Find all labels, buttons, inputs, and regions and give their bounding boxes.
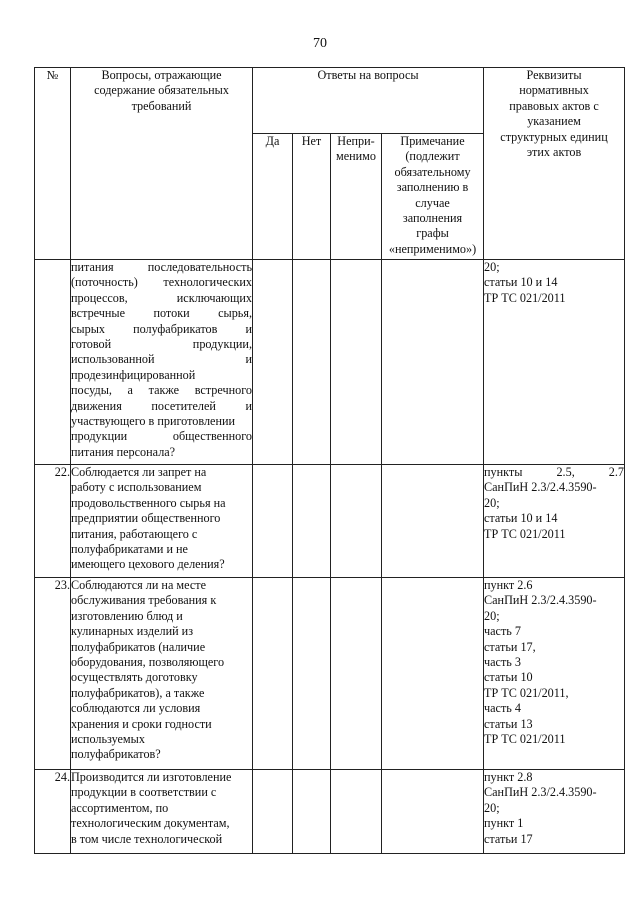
requisites-line: статьи 17,	[484, 639, 536, 654]
question-line: Соблюдаются ли на месте	[71, 578, 206, 592]
question-line: Производится ли изготовление	[71, 770, 232, 784]
note-cell[interactable]	[382, 578, 484, 770]
answer-yes-cell[interactable]	[253, 465, 293, 578]
row-number: 23.	[35, 578, 71, 770]
answer-not-applicable-cell[interactable]	[331, 770, 382, 854]
question-line: сырых полуфабрикатов и	[71, 321, 252, 336]
requisites-line: ТР ТС 021/2011	[484, 732, 566, 747]
header-answers: Ответы на вопросы	[253, 68, 484, 134]
requisites-line: СанПиН 2.3/2.4.3590-	[484, 593, 597, 608]
header-requisites: Реквизиты нормативных правовых актов с указанием структурных единиц этих актов	[484, 68, 625, 260]
requisites-line: ТР ТС 021/2011,	[484, 685, 569, 700]
requisites-cell	[484, 465, 625, 578]
question-cell	[71, 465, 253, 578]
requisites-line: часть 4	[484, 701, 521, 716]
question-line: в том числе технологической	[71, 831, 223, 846]
requisites-line: статьи 17	[484, 831, 533, 846]
answer-yes-cell[interactable]	[253, 260, 293, 465]
header-note: Примечание (подлежит обязательному заполнению в случае заполнения графы «неприменимо»)	[382, 134, 484, 260]
table-row	[35, 260, 625, 465]
question-line: участвующего в приготовлении	[71, 414, 236, 429]
question-line: технологическим документам,	[71, 816, 230, 831]
question-line: обслуживания требования к	[71, 593, 217, 608]
question-line: питания персонала?	[71, 444, 176, 459]
question-line: изготовлению блюд и	[71, 608, 183, 623]
requisites-line: часть 7	[484, 624, 521, 639]
requisites-line: пункт 2.6	[484, 578, 533, 592]
requisites-line: статьи 10 и 14	[484, 275, 558, 290]
row-number: 22.	[35, 465, 71, 578]
question-line: продезинфицированной	[71, 367, 196, 382]
question-line: питания последовательность	[71, 260, 252, 274]
question-line: соблюдаются ли условия	[71, 701, 201, 716]
answer-not-applicable-cell[interactable]	[331, 465, 382, 578]
note-cell[interactable]	[382, 260, 484, 465]
question-line: Соблюдается ли запрет на	[71, 465, 207, 479]
table-header	[35, 68, 625, 260]
question-line: продовольственного сырья на	[71, 495, 226, 510]
question-cell	[71, 260, 253, 465]
question-line: полуфабрикатами и не	[71, 542, 188, 557]
question-line: полуфабрикатов), а также	[71, 685, 205, 700]
answer-not-applicable-cell[interactable]	[331, 260, 382, 465]
answer-yes-cell[interactable]	[253, 578, 293, 770]
question-line: посуды, а также встречного	[71, 383, 252, 398]
answer-no-cell[interactable]	[293, 260, 331, 465]
requirements-checklist-table	[34, 67, 625, 854]
answer-no-cell[interactable]	[293, 465, 331, 578]
question-cell	[71, 770, 253, 854]
requisites-line: 20;	[484, 800, 500, 815]
question-line: встречные потоки сырья,	[71, 306, 252, 321]
requisites-line: СанПиН 2.3/2.4.3590-	[484, 785, 597, 800]
requisites-cell	[484, 770, 625, 854]
requisites-cell	[484, 578, 625, 770]
question-line: имеющего цехового деления?	[71, 557, 225, 572]
question-line: осуществлять доготовку	[71, 670, 198, 685]
row-number: 24.	[35, 770, 71, 854]
requisites-line: ТР ТС 021/2011	[484, 526, 566, 541]
question-line: кулинарных изделий из	[71, 624, 194, 639]
question-line: оборудования, позволяющего	[71, 655, 225, 670]
question-line: используемых	[71, 732, 145, 747]
header-question: Вопросы, отражающие содержание обязательных требований	[71, 68, 253, 260]
table-row	[35, 578, 625, 770]
question-line: полуфабрикатов?	[71, 747, 161, 762]
question-line: готовой продукции,	[71, 337, 252, 352]
page-number: 70	[313, 36, 327, 51]
question-line: полуфабрикатов (наличие	[71, 639, 206, 654]
header-no-answer: Нет	[293, 134, 331, 260]
requisites-line: пункт 1	[484, 816, 524, 831]
question-line: продукции в соответствии с	[71, 785, 217, 800]
header-yes: Да	[253, 134, 293, 260]
answer-not-applicable-cell[interactable]	[331, 578, 382, 770]
requisites-line: статьи 10 и 14	[484, 511, 558, 526]
question-line: продукции общественного	[71, 429, 252, 444]
answer-no-cell[interactable]	[293, 578, 331, 770]
header-not-applicable: Непри- менимо	[331, 134, 382, 260]
table-row	[35, 465, 625, 578]
question-line: (поточность) технологических	[71, 275, 252, 290]
note-cell[interactable]	[382, 770, 484, 854]
requisites-line: СанПиН 2.3/2.4.3590-	[484, 480, 597, 495]
question-line: процессов, исключающих	[71, 290, 252, 305]
question-line: работу с использованием	[71, 480, 202, 495]
answer-no-cell[interactable]	[293, 770, 331, 854]
requisites-line: 20;	[484, 608, 500, 623]
requisites-line: пункт 2.8	[484, 770, 533, 784]
requisites-line: ТР ТС 021/2011	[484, 290, 566, 305]
answer-yes-cell[interactable]	[253, 770, 293, 854]
requisites-line: 20;	[484, 495, 500, 510]
table-body	[35, 260, 625, 854]
question-line: питания, работающего с	[71, 526, 198, 541]
requisites-line: часть 3	[484, 655, 521, 670]
requisites-line: статьи 10	[484, 670, 533, 685]
requisites-line: пункты 2.5, 2.7	[484, 465, 625, 479]
requisites-line: 20;	[484, 260, 500, 274]
row-number	[35, 260, 71, 465]
question-line: хранения и сроки годности	[71, 716, 212, 731]
question-line: движения посетителей и	[71, 398, 252, 413]
question-cell	[71, 578, 253, 770]
requisites-cell	[484, 260, 625, 465]
question-line: предприятии общественного	[71, 511, 221, 526]
requisites-line: статьи 13	[484, 716, 533, 731]
question-line: использованной и	[71, 352, 252, 367]
note-cell[interactable]	[382, 465, 484, 578]
header-number: №	[35, 68, 71, 260]
question-line: ассортиментом, по	[71, 800, 169, 815]
table-row	[35, 770, 625, 854]
